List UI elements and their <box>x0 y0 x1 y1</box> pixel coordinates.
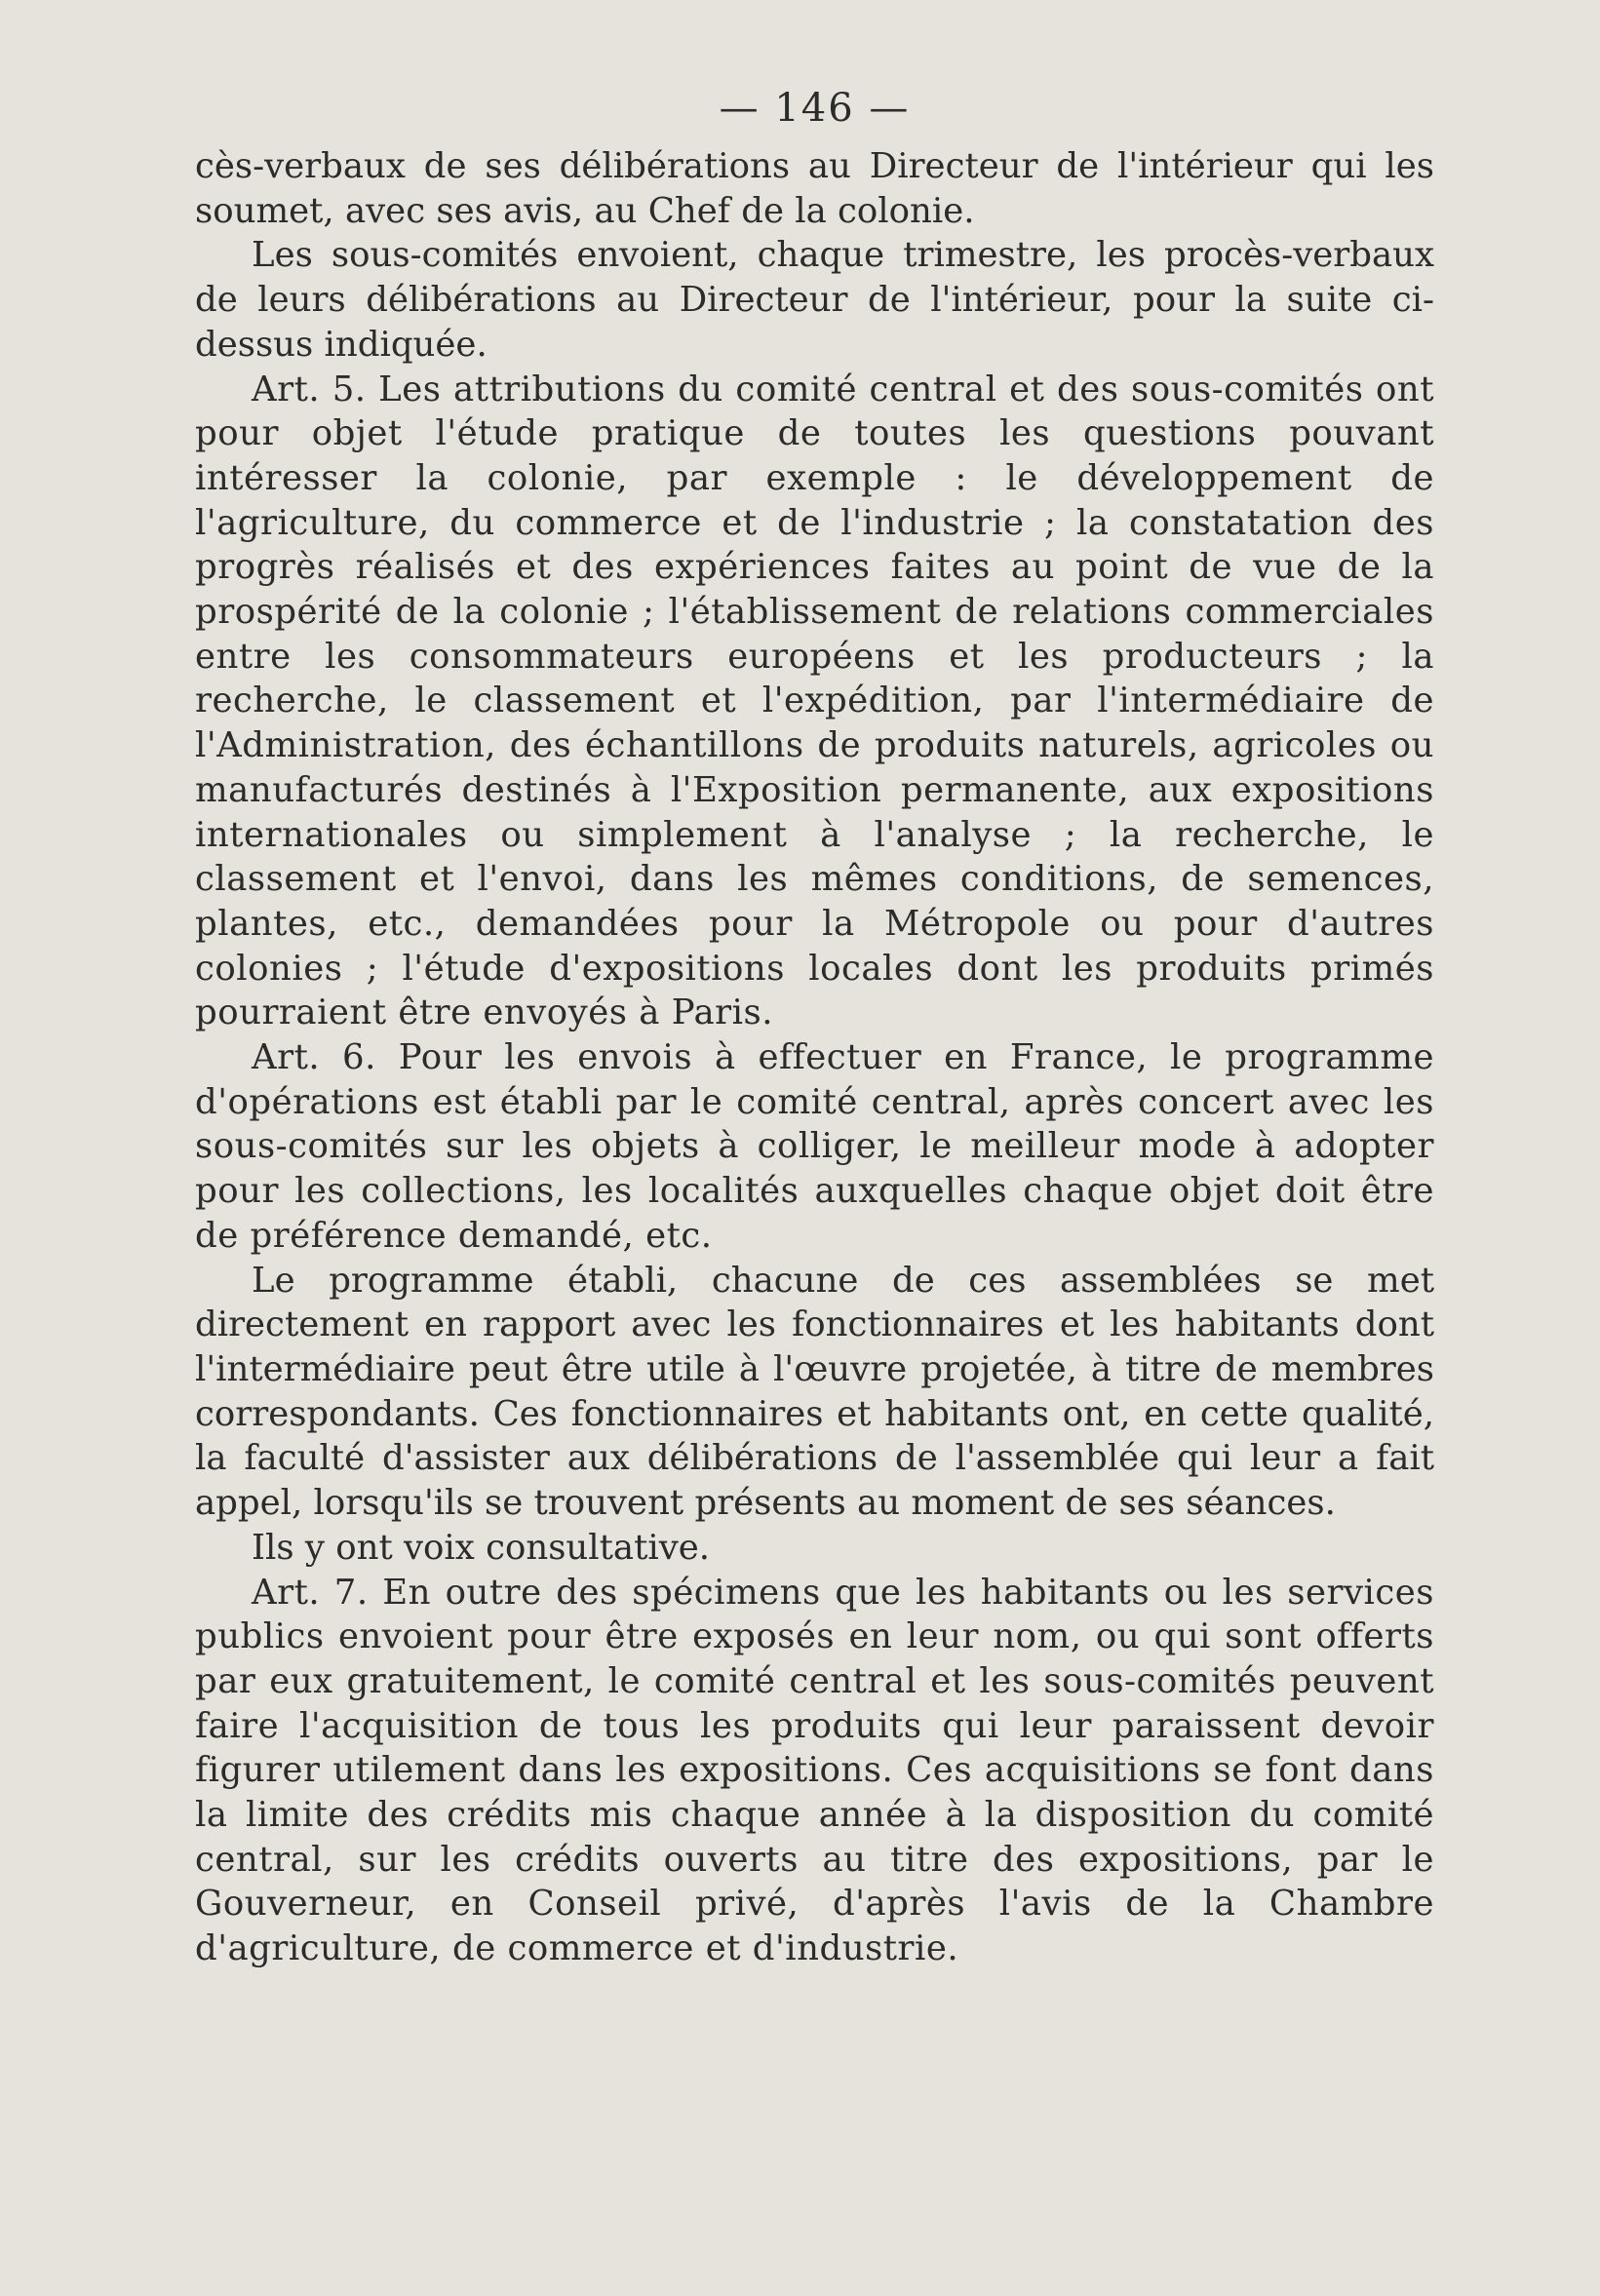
body-text <box>195 144 1434 1971</box>
paragraph-art-5: Art. 5. Les attributions du comité central et des sous-comités ont pour objet l'étude pratique de toutes les questions pouvant intéresser la colonie, par exemple : le développement de l'agriculture, du commerce et de l'industrie ; la constatation des progrès réalisés et des expériences faites au point de vue de la prospérité de la colonie ; l'établissement de relations commerciales entre les consommateurs européens et les producteurs ; la recherche, le classement et l'expédition, par l'intermédiaire de l'Administration, des échantillons de produits naturels, agricoles ou manufacturés destinés à l'Exposition permanente, aux expositions internationales ou simplement à l'analyse ; la recherche, le classement et l'envoi, dans les mêmes conditions, de semences, plantes, etc., demandées pour la Métropole ou pour d'autres colonies ; l'étude d'expositions locales dont les produits primés pourraient être envoyés à Paris. <box>195 369 1434 1033</box>
paragraph-sous-comites: Les sous-comités envoient, chaque trimestre, les procès-verbaux de leurs délibérations au Directeur de l'intérieur, pour la suite ci-dessus indiquée. <box>195 235 1434 365</box>
paragraph-voix-consultative: Ils y ont voix consultative. <box>252 1527 711 1568</box>
paragraph-continuation: cès-verbaux de ses délibérations au Directeur de l'intérieur qui les soumet, avec ses avis, au Chef de la colonie. <box>195 146 1434 231</box>
paragraph-art-7: Art. 7. En outre des spécimens que les habitants ou les services publics envoient pour être exposés en leur nom, ou qui sont offerts par eux gratuitement, le comité central et les sous-comités peuvent faire l'acquisition de tous les produits qui leur paraissent devoir figurer utilement dans les expositions. Ces acquisitions se font dans la limite des crédits mis chaque année à la disposition du comité central, sur les crédits ouverts au titre des expositions, par le Gouverneur, en Conseil privé, d'après l'avis de la Chambre d'agriculture, de commerce et d'industrie. <box>195 1572 1434 1969</box>
paragraph-art-6: Art. 6. Pour les envois à effectuer en France, le programme d'opérations est établi par le comité central, après concert avec les sous-comités sur les objets à colliger, le meilleur mode à adopter pour les collections, les localités auxquelles chaque objet doit être de préférence demandé, etc. <box>195 1037 1434 1256</box>
paragraph-programme: Le programme établi, chacune de ces assemblées se met directement en rapport avec les fonctionnaires et les habitants dont l'intermédiaire peut être utile à l'œuvre projetée, à titre de membres correspondants. Ces fonctionnaires et habitants ont, en cette qualité, la faculté d'assister aux délibérations de l'assemblée qui leur a fait appel, lorsqu'ils se trouvent présents au moment de ses séances. <box>195 1260 1434 1524</box>
page-number: — 146 — <box>719 86 911 131</box>
